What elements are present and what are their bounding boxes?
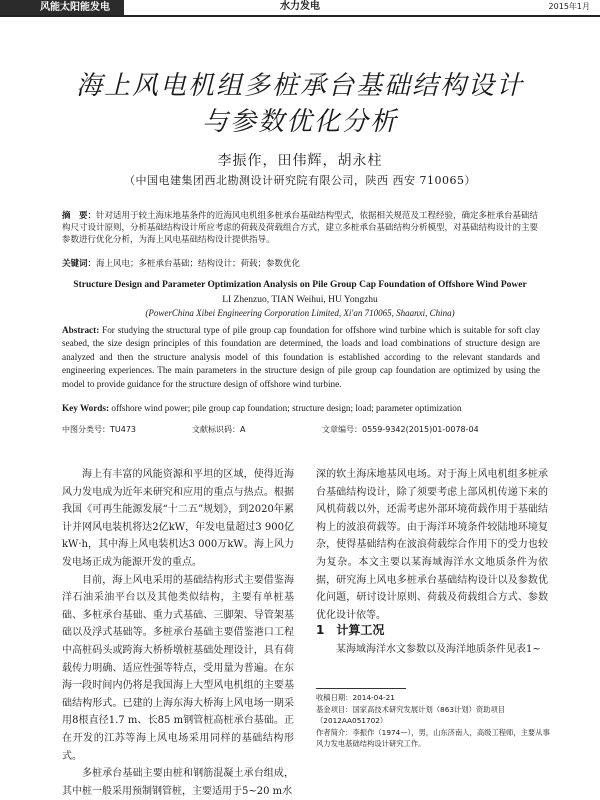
keywords-en-label: Key Words: [62,403,110,413]
footnote-author: 作者简介：李振作（1974—），男，山东济南人，高级工程师，主要从事风力发电基础结构设计研究工作。 [316,727,550,748]
body-paragraph: 深的软土海床地基风电场。对于海上风电机组多桩承台基础结构设计，除了须要考虑上部风机传递下来的风机荷载以外，还需考虑外部环境荷载作用于基础结构上的波浪荷载等。由于海洋环境条件较陆地环境复杂，使得基础结构在波浪荷载综合作用下的受力也较为复杂。本文主要以某海域海洋水文地质条件为依据，研究海上风电多桩承台基础结构设计以及参数优化问题，研讨设计原则、荷载及荷载组合方式、参数优化设计依等。 [316,469,548,621]
abstract-zh-label: 摘 要： [62,211,97,221]
keywords-zh [62,258,540,270]
body-paragraph: 海上有丰富的风能资源和平坦的区域，使得近海风力发电成为近年来研究和应用的重点与热点。根据我国《可再生能源发展“十二五”规划》，到2020年累计并网风电装机将达2亿kW，年发电量超过3 900亿kW·h，其中海上风电装机达3 000万kW。海上风力发电场正成为能源开发的重点。 [62,469,294,568]
abstract-en-text: For studying the structural type of pile group cap foundation for offshore wind turbine which is suitable for soft clay seabed, the size design principles of this foundation are determined, the loads and load combinations of structure design are analyzed and then the structure analysis model of this foundation is established according to the relevant standards and engineering experiences. The main parameters in the structure design of pile group cap foundation are optimized by using the model to provide guidance for the structure design of offshore wind turbine. [62,325,540,389]
document-code: 文献标识码：A [192,425,246,434]
journal-name: 水力发电 [280,1,320,12]
footnote-fund: 基金项目：国家高技术研究发展计划（863计划）资助项目（2012AA051702） [316,704,506,725]
header-column-tab: 风能太阳能发电 [0,0,124,15]
body-paragraph: 多桩承台基础主要由桩和钢筋混凝土承台组成，其中桩一般采用预制钢管桩，主要适用于5~20 m水 [62,768,294,797]
footnote-rule [316,688,406,689]
clc-number: 中图分类号：TU473 [62,425,137,434]
section-heading: 1 计算工况 [316,623,385,637]
abstract-en-label: Abstract: [62,325,100,335]
keywords-en-text: offshore wind power; pile group cap foundation; structure design; load; parameter optimization [111,403,462,413]
authors: 李振作，田伟辉，胡永柱 [217,153,383,169]
abstract-zh-text: 针对适用于较土海床地基条件的近海风电机组多桩承台基础结构型式，依据相关规范及工程经验，确定多桩承台基础结构尺寸设计原则，分析基础结构设计所应考虑的荷载及荷载组合方式，建立多桩承台基础结构分析模型，对基础结构设计的主要参数进行优化分析，为海上风电基础结构设计提供指导。 [62,211,539,245]
section-body: 某海域海洋水文参数以及海洋地质条件见表1~ [336,644,541,655]
english-authors: LI Zhenzuo, TIAN Weihui, HU Yongzhu [222,295,378,305]
english-affiliation: (PowerChina Xibei Engineering Corporation Limited, Xi'an 710065, Shaanxi, China) [145,308,455,318]
footnotes [316,692,556,750]
body-column-right [316,466,548,624]
paper-title-line-2: 与参数优化分析 [201,107,398,137]
abstract-en [62,324,540,391]
paper-title-line-1: 海上风电机组多桩承台基础结构设计 [75,71,524,101]
english-title: Structure Design and Parameter Optimization Analysis on Pile Group Cap Foundation of Offshore Wind Power [73,280,527,290]
body-paragraph: 目前，海上风电采用的基础结构形式主要借鉴海洋石油采油平台以及其他类似结构，主要有单桩基础、多桩承台基础、重力式基础、三脚架、导管架基础以及浮式基础等。多桩承台基础主要借鉴港口工程中高桩码头或跨海大桥桥墩桩基础处理设计，具有荷载传力明确、适应性强等特点，受用量为普遍。在东海一段时间内仍将是我国海上大型风电机组的主要基础结构形式。已建的上海东海大桥海上风电场一期采用8根直径1.7 m、长85 m钢管桩高桩承台基础。正在开发的江苏等海上风电场采用同样的基础结构形式。 [62,574,294,762]
header-rule [0,15,600,17]
keywords-zh-text: 海上风电；多桩承台基础；结构设计；荷载；参数优化 [96,259,301,269]
body-column-left [62,466,294,800]
keywords-zh-label: 关键词： [62,259,97,269]
keywords-en [62,402,540,414]
issue-date: 2015年1月 [548,2,590,11]
article-number: 文章编号：0559-9342(2015)01-0078-04 [322,425,479,434]
abstract-zh [62,210,540,246]
footnote-received: 收稿日期：2014-04-21 [316,693,395,702]
affiliation: （中国电建集团西北勘测设计研究院有限公司，陕西 西安 710065） [124,174,476,187]
